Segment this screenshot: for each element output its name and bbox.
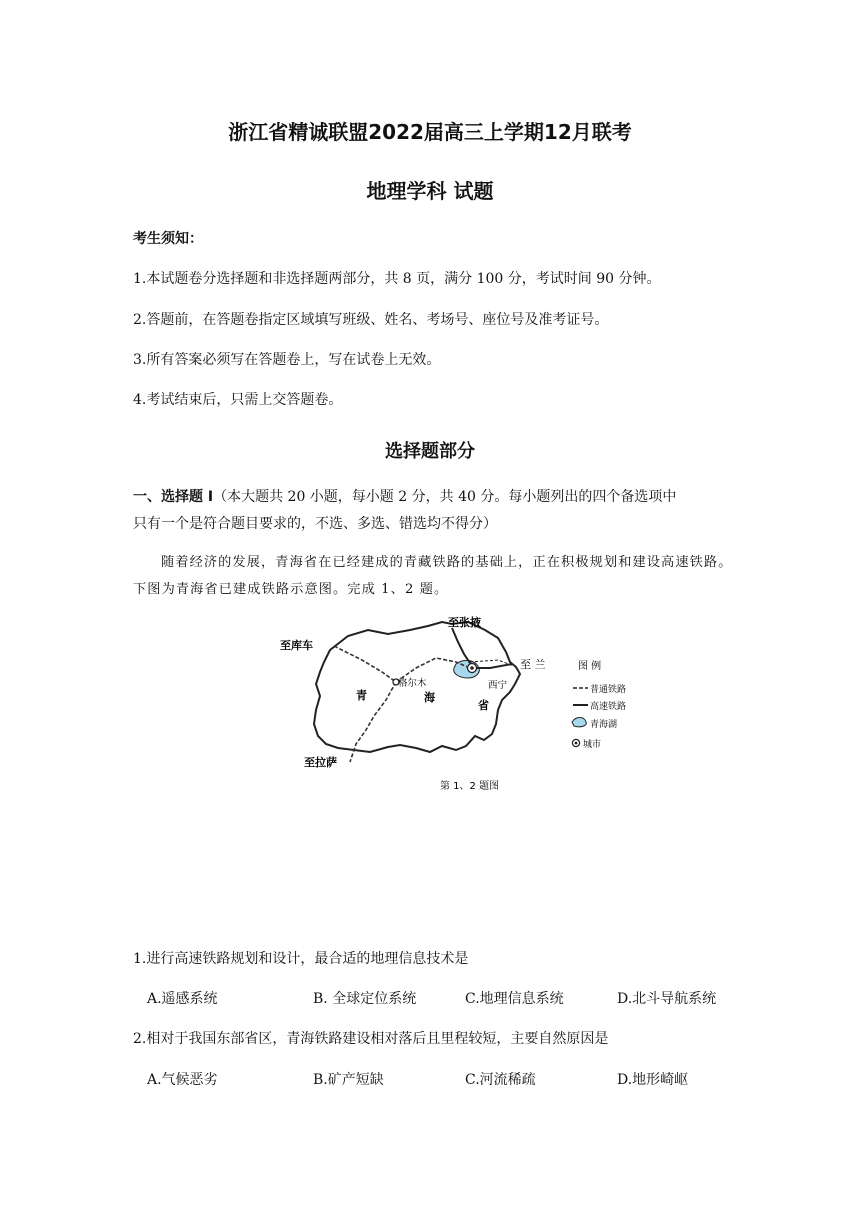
legend-lake: 青海湖 <box>590 720 618 730</box>
notice-heading: 考生须知： <box>133 231 203 247</box>
map-caption: 第 1、2 题图 <box>440 781 500 792</box>
notice-item: 3.所有答案必须写在答题卷上，写在试卷上无效。 <box>133 352 441 368</box>
highspeed-to-zhangye <box>452 628 472 666</box>
label-golmud: 格尔木 <box>398 678 427 689</box>
legend-normal-rail: 普通铁路 <box>590 685 627 695</box>
label-xining: 西宁 <box>488 680 508 691</box>
question-2-option-c: C.河流稀疏 <box>465 1072 536 1088</box>
question-1-option-c: C.地理信息系统 <box>465 991 564 1007</box>
label-to-lhasa: 至拉萨 <box>304 756 337 769</box>
part-label: 一、选择题 I <box>133 489 214 505</box>
railway-to-kuche <box>334 646 396 682</box>
notice-item: 4.考试结束后，只需上交答题卷。 <box>133 392 343 408</box>
qinghai-railway-map <box>270 612 650 797</box>
part-desc-line2: 只有一个是符合题目要求的，不选、多选、错选均不得分） <box>133 516 497 532</box>
part-desc-line1: （本大题共 20 小题，每小题 2 分，共 40 分。每小题列出的四个备选项中 <box>213 489 677 505</box>
exam-title: 浙江省精诚联盟2022届高三上学期12月联考 <box>228 120 632 144</box>
section-title: 选择题部分 <box>385 441 475 462</box>
legend-city: 城市 <box>583 740 602 750</box>
notice-item: 1.本试题卷分选择题和非选择题两部分，共 8 页，满分 100 分，考试时间 90 分钟。 <box>133 271 661 287</box>
part-instructions <box>133 484 733 538</box>
legend-lake-symbol <box>572 718 586 727</box>
question-1-option-b: B. 全球定位系统 <box>313 991 417 1007</box>
question-2-option-a: A.气候恶劣 <box>147 1072 218 1088</box>
question-1-option-a: A.遥感系统 <box>147 991 218 1007</box>
exam-subtitle: 地理学科 试题 <box>366 179 494 203</box>
legend-title: 图 例 <box>578 661 602 672</box>
label-province-1: 青 <box>356 689 367 702</box>
legend-highspeed: 高速铁路 <box>590 702 627 712</box>
label-province-2: 海 <box>424 691 435 704</box>
question-1-option-d: D.北斗导航系统 <box>617 991 717 1007</box>
question-2-option-b: B.矿产短缺 <box>313 1072 384 1088</box>
question-1-stem: 1.进行高速铁路规划和设计，最合适的地理信息技术是 <box>133 951 469 967</box>
label-province-3: 省 <box>478 699 489 712</box>
notice-item: 2.答题前，在答题卷指定区域填写班级、姓名、考场号、座位号及准考证号。 <box>133 312 609 328</box>
question-2-option-d: D.地形崎岖 <box>617 1072 689 1088</box>
label-to-zhangye: 至张掖 <box>448 616 481 629</box>
label-to-kuche: 至库车 <box>280 639 313 652</box>
question-2-stem: 2.相对于我国东部省区，青海铁路建设相对落后且里程较短，主要自然原因是 <box>133 1031 609 1047</box>
label-to-lanzhou: 至 兰 <box>520 658 546 671</box>
question-intro: 随着经济的发展，青海省在已经建成的青藏铁路的基础上，正在积极规划和建设高速铁路。下图为青海省已建成铁路示意图。完成 1、2 题。 <box>133 555 733 597</box>
